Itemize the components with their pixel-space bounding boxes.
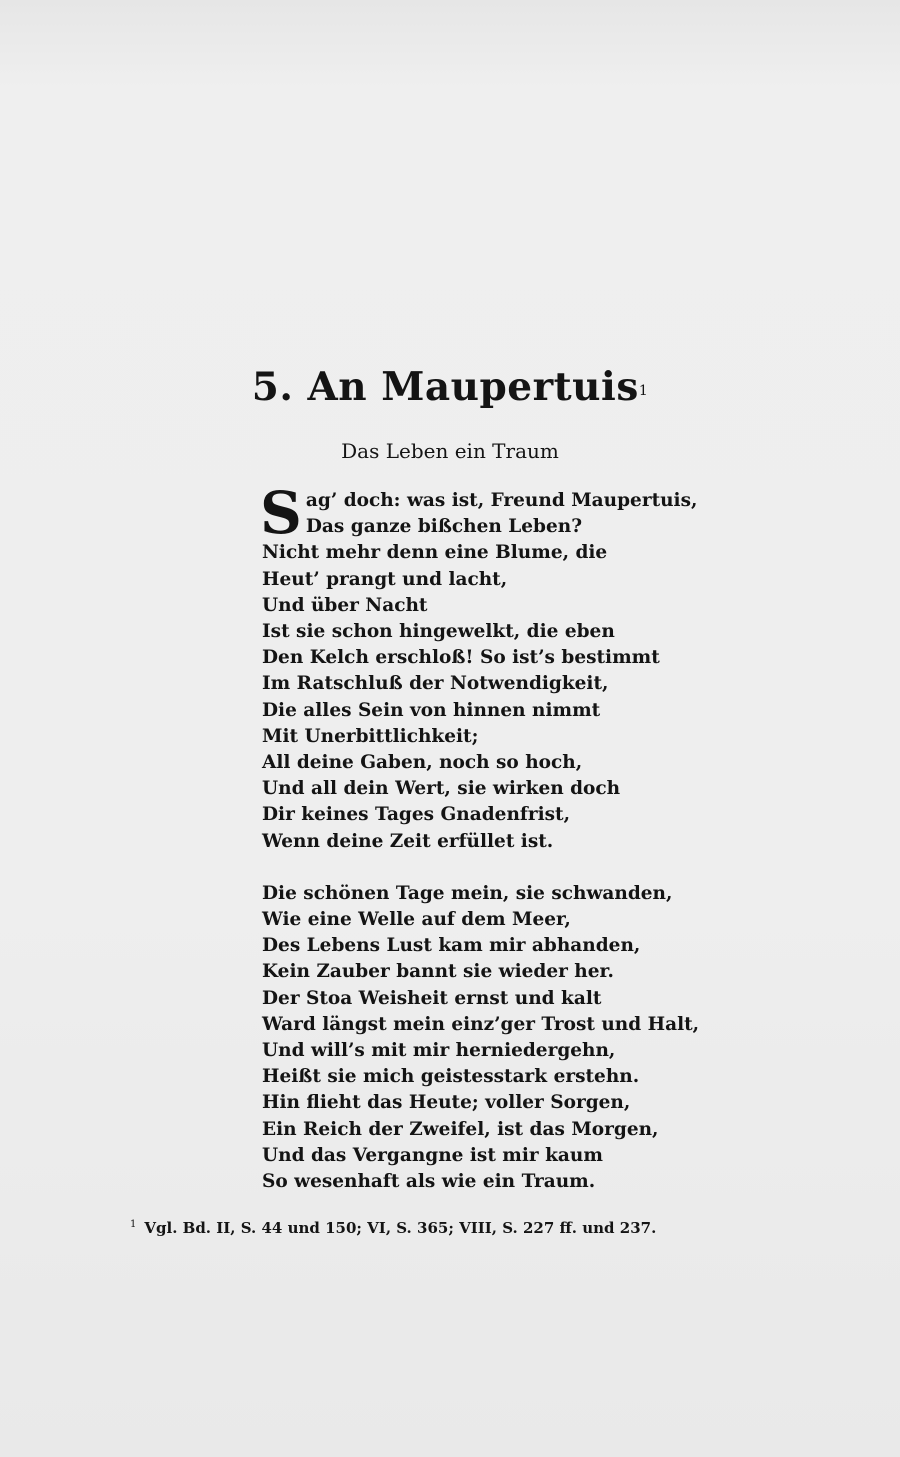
poem-line: Ist sie schon hingewelkt, die eben xyxy=(262,621,615,643)
poem-line: So wesenhaft als wie ein Traum. xyxy=(262,1171,596,1193)
stanza-1 xyxy=(260,479,698,855)
poem-line: Der Stoa Weisheit ernst und kalt xyxy=(262,987,602,1009)
footnote-reference: 1 xyxy=(638,383,649,399)
poem-line: Mit Unerbittlichkeit; xyxy=(262,725,479,747)
footnote xyxy=(130,1219,656,1237)
poem-line: Das ganze bißchen Leben? xyxy=(305,516,583,538)
stanza-break xyxy=(262,855,642,881)
poem-line: Des Lebens Lust kam mir abhanden, xyxy=(262,935,641,957)
poem-line: Und über Nacht xyxy=(262,594,428,616)
poem-title-text: 5. An Maupertuis xyxy=(251,364,639,410)
poem-body xyxy=(260,479,700,1195)
poem-line: Ward längst mein einz’ger Trost und Halt, xyxy=(262,1013,700,1035)
footnote-marker: 1 xyxy=(130,1219,137,1230)
poem-line: Hin flieht das Heute; voller Sorgen, xyxy=(262,1092,631,1114)
stanza-2 xyxy=(262,881,700,1195)
poem-line: Und das Vergangne ist mir kaum xyxy=(262,1144,603,1166)
poem-line: ag’ doch: was ist, Freund Maupertuis, xyxy=(305,490,698,511)
poem-line: Dir keines Tages Gnadenfrist, xyxy=(262,804,571,826)
poem-line: Heut’ prangt und lacht, xyxy=(262,568,508,590)
poem-line: Und all dein Wert, sie wirken doch xyxy=(262,778,621,800)
poem-line: Wie eine Welle auf dem Meer, xyxy=(262,909,571,931)
poem-line: All deine Gaben, noch so hoch, xyxy=(262,752,583,774)
poem-line: Den Kelch erschloß! So ist’s bestimmt xyxy=(262,647,660,669)
poem-line: Die alles Sein von hinnen nimmt xyxy=(262,699,601,721)
poem-line: Nicht mehr denn eine Blume, die xyxy=(262,542,608,564)
poem-subtitle: Das Leben ein Traum xyxy=(341,439,559,463)
poem-line: Kein Zauber bannt sie wieder her. xyxy=(262,961,614,983)
poem-line: Heißt sie mich geistesstark erstehn. xyxy=(262,1066,640,1088)
footnote-text: Vgl. Bd. II, S. 44 und 150; VI, S. 365; VIII, S. 227 ff. und 237. xyxy=(144,1219,657,1237)
poem-line: Im Ratschluß der Notwendigkeit, xyxy=(262,673,609,695)
poem-line: Und will’s mit mir herniedergehn, xyxy=(262,1040,616,1062)
poem-line: Die schönen Tage mein, sie schwanden, xyxy=(262,882,673,904)
poem-title xyxy=(0,362,900,412)
poem-line: Ein Reich der Zweifel, ist das Morgen, xyxy=(262,1118,659,1140)
poem-line: Wenn deine Zeit erfüllet ist. xyxy=(262,830,554,852)
drop-cap: S xyxy=(260,479,302,547)
